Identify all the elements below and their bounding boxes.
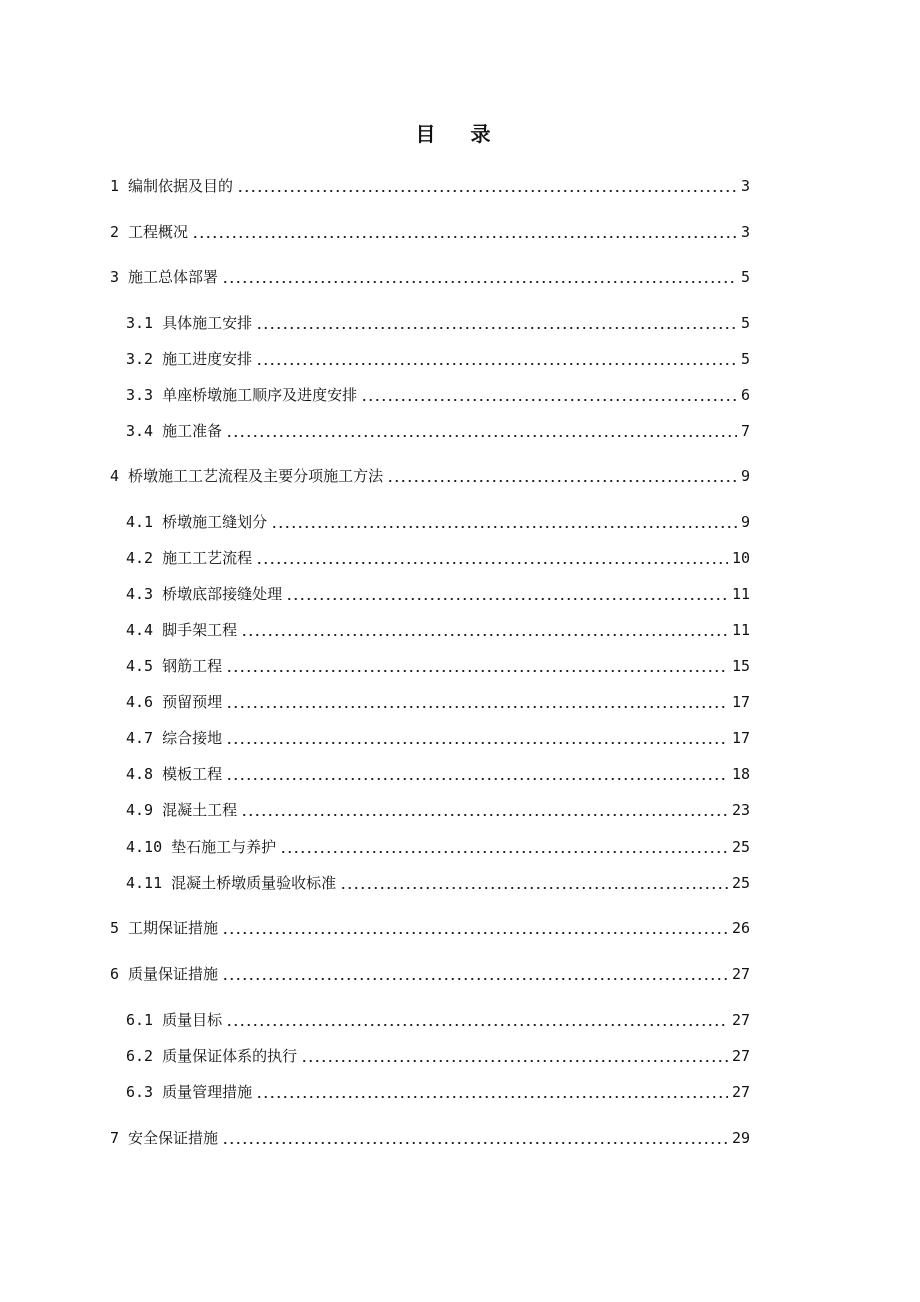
dot-leader [222, 932, 728, 934]
toc-entry[interactable] [126, 834, 750, 860]
toc-entry-label: 1 编制依据及目的 [110, 177, 234, 195]
toc-entry-label: 4.2 施工工艺流程 [126, 549, 253, 567]
dot-leader [387, 480, 737, 482]
toc-entry-page-number: 11 [731, 621, 750, 639]
dot-leader [226, 1024, 728, 1026]
toc-entry-label: 4 桥墩施工工艺流程及主要分项施工方法 [110, 467, 384, 485]
toc-entry[interactable] [126, 382, 750, 408]
dot-leader [226, 706, 728, 708]
dot-leader [226, 742, 728, 744]
toc-entry-page-number: 3 [740, 177, 750, 195]
toc-entry-page-number: 17 [731, 729, 750, 747]
toc-entry[interactable] [126, 418, 750, 444]
toc-entry-label: 4.9 混凝土工程 [126, 801, 238, 819]
toc-entry[interactable] [110, 1125, 750, 1151]
toc-entry-label: 3.3 单座桥墩施工顺序及进度安排 [126, 386, 358, 404]
toc-entry-label: 4.8 模板工程 [126, 765, 223, 783]
toc-entry-page-number: 7 [740, 422, 750, 440]
toc-entry-label: 4.1 桥墩施工缝划分 [126, 513, 268, 531]
toc-entry[interactable] [110, 463, 750, 489]
toc-entry-label: 4.4 脚手架工程 [126, 621, 238, 639]
toc-entry-label: 3.2 施工进度安排 [126, 350, 253, 368]
toc-entry[interactable] [126, 346, 750, 372]
toc-entry[interactable] [126, 1079, 750, 1105]
toc-entry-page-number: 23 [731, 801, 750, 819]
dot-leader [301, 1060, 728, 1062]
toc-entry-page-number: 25 [731, 874, 750, 892]
toc-entry-label: 6.2 质量保证体系的执行 [126, 1047, 298, 1065]
toc-entry-label: 4.5 钢筋工程 [126, 657, 223, 675]
dot-leader [280, 851, 728, 853]
dot-leader [271, 526, 737, 528]
toc-entry-page-number: 5 [740, 268, 750, 286]
dot-leader [256, 327, 737, 329]
toc-entry-page-number: 29 [731, 1129, 750, 1147]
toc-title: 目 录 [415, 122, 505, 146]
toc-entry-page-number: 11 [731, 585, 750, 603]
dot-leader [226, 435, 737, 437]
dot-leader [340, 887, 728, 889]
toc-entry-label: 7 安全保证措施 [110, 1129, 219, 1147]
toc-entry[interactable] [126, 689, 750, 715]
toc-entry-page-number: 10 [731, 549, 750, 567]
dot-leader [222, 281, 737, 283]
toc-entry[interactable] [110, 173, 750, 199]
dot-leader [222, 978, 728, 980]
toc-entry-page-number: 6 [740, 386, 750, 404]
toc-entry-label: 6.3 质量管理措施 [126, 1083, 253, 1101]
dot-leader [192, 236, 737, 238]
dot-leader [237, 190, 737, 192]
toc-entry-label: 4.7 综合接地 [126, 729, 223, 747]
toc-entry-page-number: 27 [731, 1011, 750, 1029]
toc-entry-label: 4.3 桥墩底部接缝处理 [126, 585, 283, 603]
toc-entry-label: 4.10 垫石施工与养护 [126, 838, 277, 856]
toc-entry-label: 6.1 质量目标 [126, 1011, 223, 1029]
toc-entry-label: 3 施工总体部署 [110, 268, 219, 286]
toc-entry[interactable] [126, 545, 750, 571]
toc-entry[interactable] [110, 961, 750, 987]
dot-leader [256, 562, 728, 564]
toc-entry[interactable] [126, 1043, 750, 1069]
toc-entry-label: 3.4 施工准备 [126, 422, 223, 440]
toc-entry-page-number: 5 [740, 314, 750, 332]
toc-entry-label: 5 工期保证措施 [110, 919, 219, 937]
toc-entry-label: 4.6 预留预埋 [126, 693, 223, 711]
dot-leader [222, 1142, 728, 1144]
toc-entry-label: 3.1 具体施工安排 [126, 314, 253, 332]
toc-entry-page-number: 3 [740, 223, 750, 241]
toc-entry-page-number: 17 [731, 693, 750, 711]
toc-entry[interactable] [126, 1007, 750, 1033]
dot-leader [256, 1096, 728, 1098]
toc-entry[interactable] [126, 617, 750, 643]
toc-entry[interactable] [110, 264, 750, 290]
toc-entry[interactable] [126, 653, 750, 679]
dot-leader [361, 399, 737, 401]
toc-entry-page-number: 5 [740, 350, 750, 368]
toc-entry[interactable] [110, 219, 750, 245]
toc-entry-page-number: 9 [740, 467, 750, 485]
toc-entry-page-number: 26 [731, 919, 750, 937]
toc-entry[interactable] [126, 870, 750, 896]
toc-entry[interactable] [126, 761, 750, 787]
toc-entry-page-number: 18 [731, 765, 750, 783]
dot-leader [241, 814, 728, 816]
toc-entry[interactable] [126, 725, 750, 751]
toc-entry-label: 2 工程概况 [110, 223, 189, 241]
toc-entry[interactable] [110, 915, 750, 941]
toc-entry[interactable] [126, 310, 750, 336]
dot-leader [241, 634, 728, 636]
toc-entry-page-number: 27 [731, 1083, 750, 1101]
toc-entry-page-number: 15 [731, 657, 750, 675]
dot-leader [226, 670, 728, 672]
toc-entry-page-number: 27 [731, 965, 750, 983]
toc-entry-page-number: 27 [731, 1047, 750, 1065]
toc-entry-page-number: 25 [731, 838, 750, 856]
dot-leader [256, 363, 737, 365]
toc-entry-page-number: 9 [740, 513, 750, 531]
toc-entry-label: 4.11 混凝土桥墩质量验收标准 [126, 874, 337, 892]
dot-leader [286, 598, 728, 600]
toc-entry[interactable] [126, 581, 750, 607]
toc-entry[interactable] [126, 797, 750, 823]
toc-entry[interactable] [126, 509, 750, 535]
toc-entry-label: 6 质量保证措施 [110, 965, 219, 983]
dot-leader [226, 778, 728, 780]
